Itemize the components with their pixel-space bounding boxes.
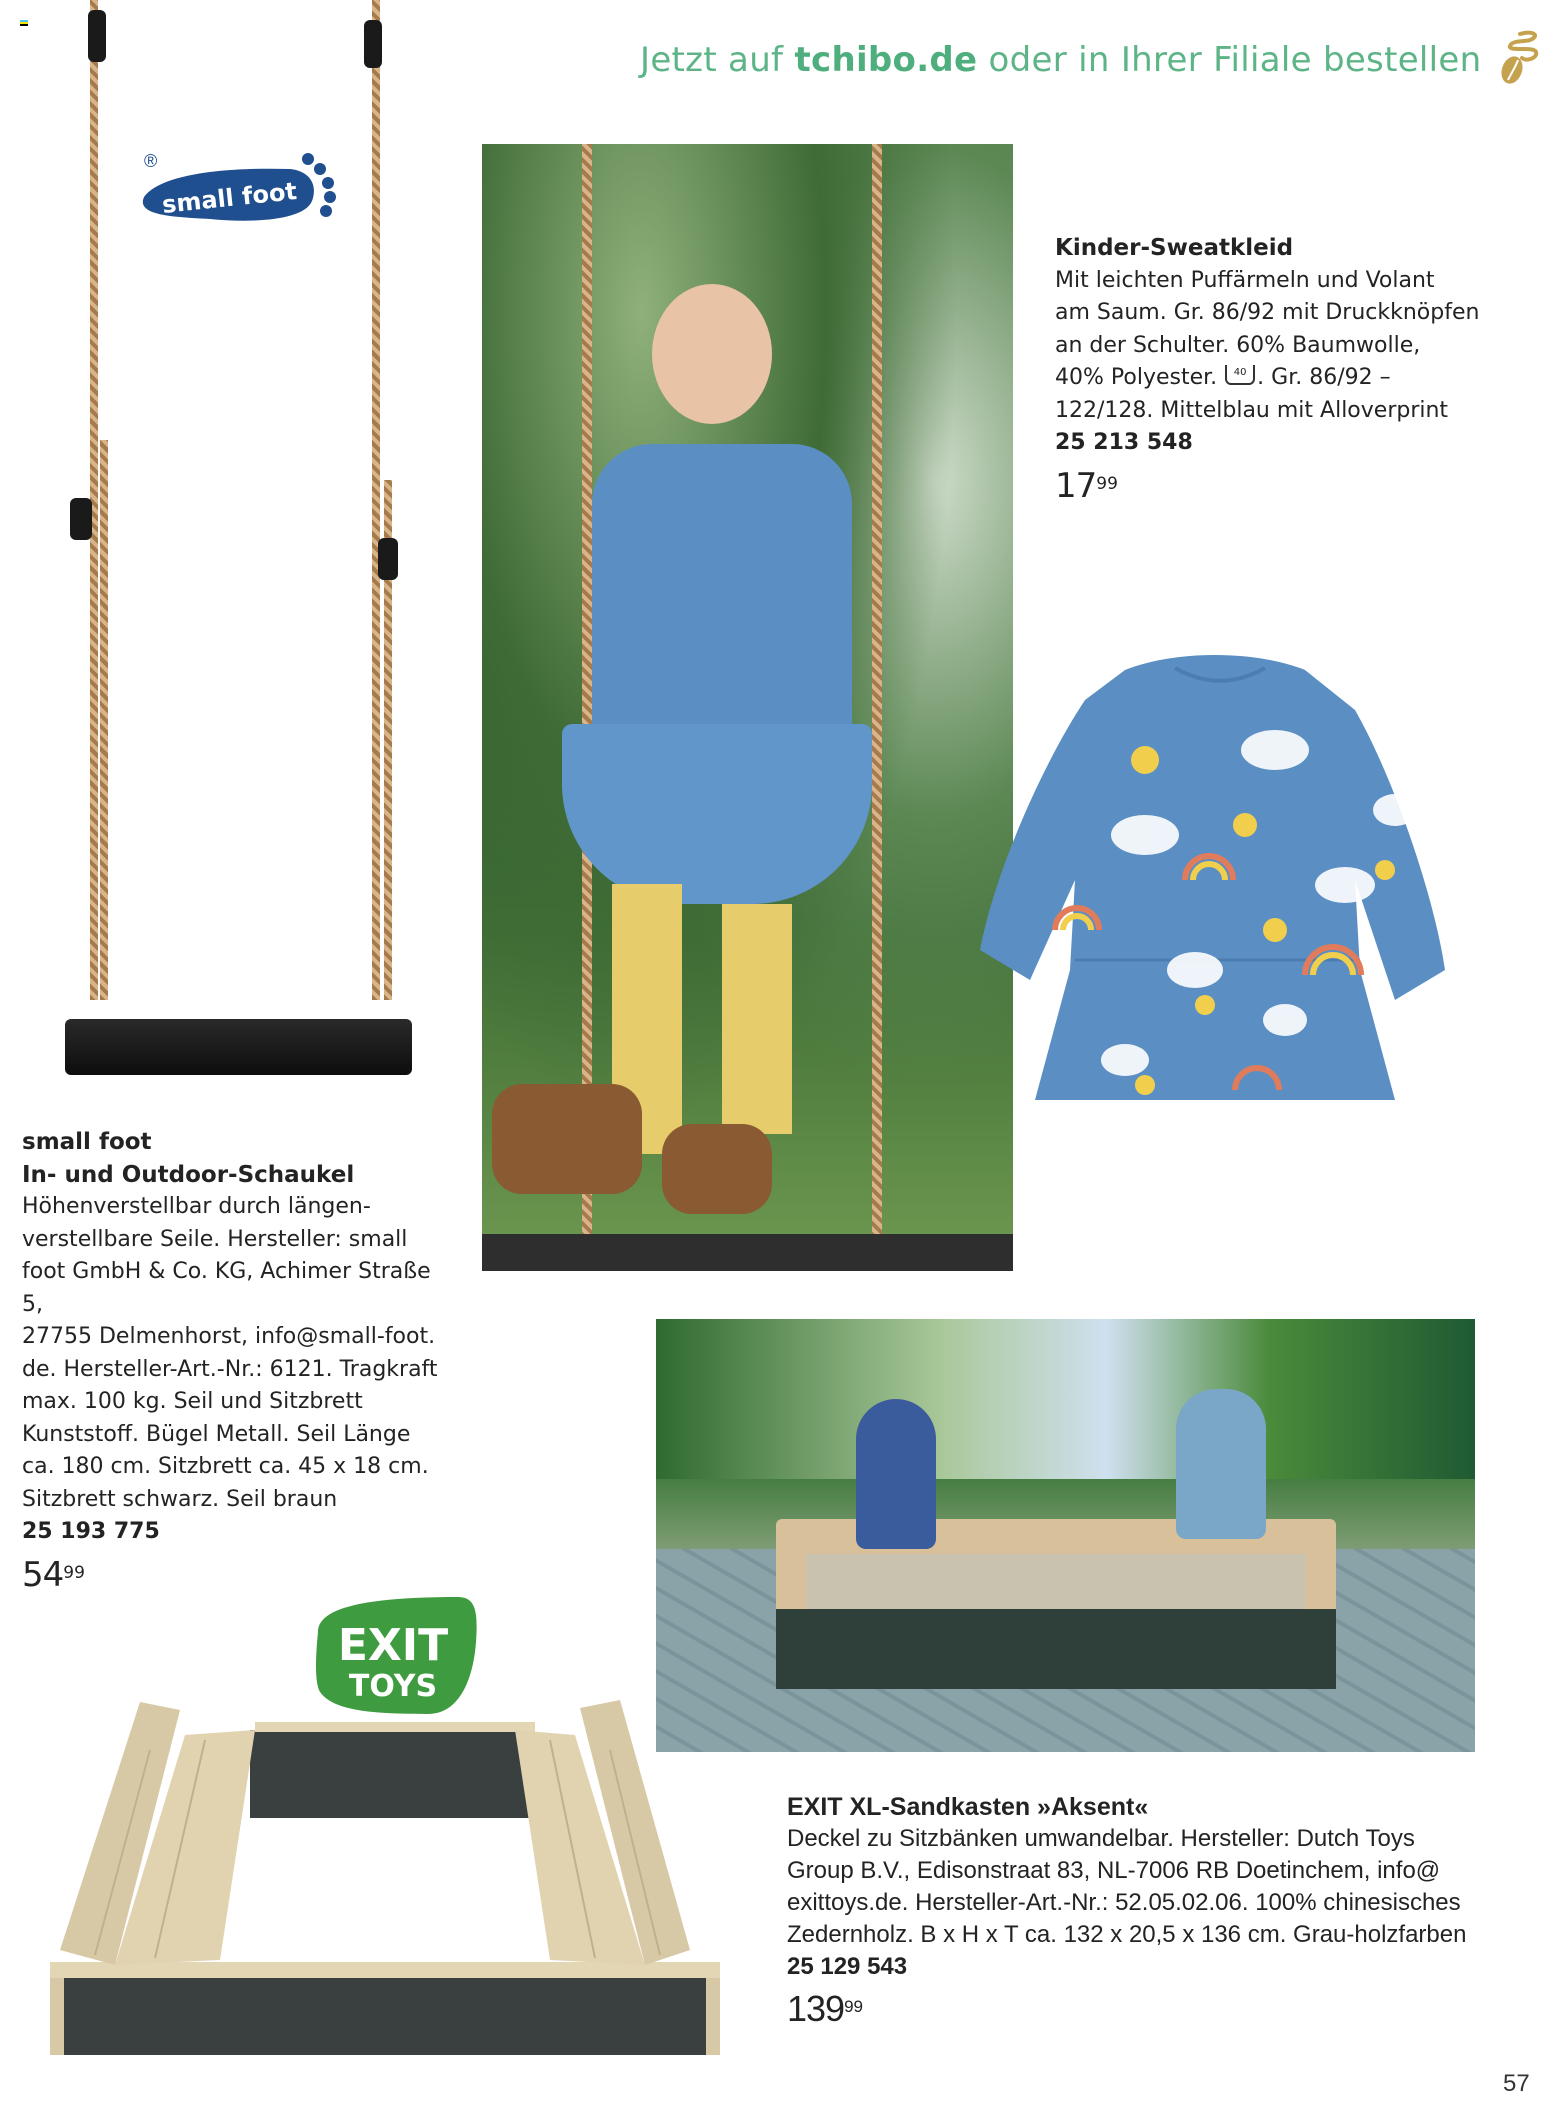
dress-product-image xyxy=(975,640,1450,1110)
sandbox-product-info: EXIT XL-Sandkasten »Aksent« Deckel zu Sitzbänken umwandelbar. Hersteller: Dutch Toys Group B.V., Edisonstraat 83, NL-7006 RB Doetinchem, info@ exittoys.de. Hersteller-Art.-Nr.: 52.05.02.06. 100% chinesisches Zedernholz. B x H x T ca. 132 x 20,5 x 136 cm. Grau-holzfarben 25 129 543 $139^{99}$ xyxy=(787,1791,1487,2029)
swing-product-image xyxy=(0,0,440,1090)
tchibo-bean-logo-icon xyxy=(1490,28,1550,88)
svg-text:small foot: small foot xyxy=(160,177,299,219)
svg-text:TOYS: TOYS xyxy=(348,1669,438,1704)
swing-brand: small foot xyxy=(22,1129,152,1155)
dress-article-number: 25 213 548 xyxy=(1055,430,1193,455)
dress-title: Kinder-Sweatkleid xyxy=(1055,235,1294,261)
sandbox-article-number: 25 129 543 xyxy=(787,1953,908,1980)
dress-product-info: Kinder-Sweatkleid Mit leichten Puffärmeln und Volant am Saum. Gr. 86/92 mit Druckknöpfen an der Schulter. 60% Baumwolle, 40% Polyester. 40 . Gr. 86/92 – 122/128. Mittelblau mit Alloverprint 25 213 548 $17^{99}$ xyxy=(1055,232,1495,506)
sandbox-product-image xyxy=(20,1690,730,2065)
children-sandbox-photo xyxy=(656,1319,1475,1752)
wash-40-icon: 40 xyxy=(1225,365,1255,385)
swing-seat xyxy=(65,1019,412,1075)
swing-title: In- und Outdoor-Schaukel xyxy=(22,1161,355,1188)
tchibo-link[interactable]: tchibo.de xyxy=(794,40,978,80)
girl-on-swing-photo xyxy=(482,144,1013,1271)
dress-price: $17^{99}$ xyxy=(1055,465,1118,506)
svg-text:EXIT: EXIT xyxy=(337,1620,449,1671)
sandbox-title: EXIT XL-Sandkasten »Aksent« xyxy=(787,1793,1149,1821)
page-headline: Jetzt auf tchibo.de oder in Ihrer Filiale bestellen xyxy=(640,40,1482,80)
sandbox-price: $139^{99}$ xyxy=(787,1988,863,2029)
page-number: 57 xyxy=(1503,2070,1530,2097)
svg-text:®: ® xyxy=(144,151,158,171)
swing-price: $54^{99}$ xyxy=(22,1554,85,1595)
swing-product-info: small foot In- und Outdoor-Schaukel Höhenverstellbar durch längen- verstellbare Seile. Hersteller: small foot GmbH & Co. KG, Achimer Straße 5, 27755 Delmenhorst, info@small-foot. de. Hersteller-Art.-Nr.: 6121. Tragkraft max. 100 kg. Seil und Sitzbrett Kunststoff. Bügel Metall. Seil Länge ca. 180 cm. Sitzbrett ca. 45 x 18 cm. Sitzbrett schwarz. Seil braun 25 193 775 $54^{99}$ xyxy=(22,1126,452,1595)
swing-article-number: 25 193 775 xyxy=(22,1519,160,1544)
